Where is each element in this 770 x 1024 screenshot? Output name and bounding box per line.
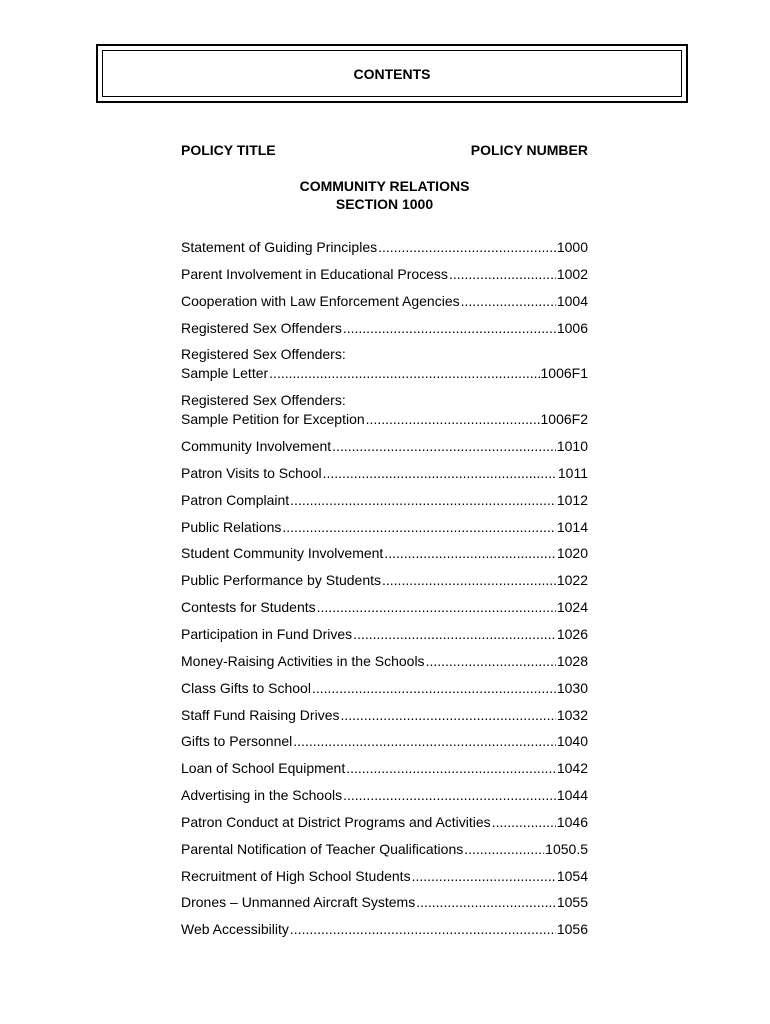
- toc-entry-title: Community Involvement: [181, 438, 332, 455]
- dot-leader: [317, 598, 556, 617]
- toc-entry-row: [181, 410, 588, 429]
- toc-entry-policy-number: 1050.5: [545, 840, 588, 857]
- toc-entry-policy-number: 1006F2: [540, 411, 588, 428]
- dot-leader: [290, 920, 556, 939]
- toc-entry-title: Contests for Students: [181, 599, 316, 616]
- toc-entry-policy-number: 1020: [556, 545, 588, 562]
- page-title: CONTENTS: [353, 65, 431, 82]
- toc-entry-title: Gifts to Personnel: [181, 733, 293, 750]
- toc-entry-row: [181, 679, 588, 698]
- toc-entry-policy-number: 1044: [556, 787, 588, 804]
- toc-entry-title: Statement of Guiding Principles: [181, 239, 378, 255]
- toc-entry-title: Student Community Involvement: [181, 545, 384, 562]
- toc-entry-row: [181, 292, 588, 311]
- toc-entry-policy-number: 1011: [557, 464, 588, 481]
- toc-entry: [181, 893, 588, 912]
- dot-leader: [461, 292, 556, 311]
- toc-entry: [181, 518, 588, 537]
- dot-leader: [312, 679, 556, 698]
- toc-entry: [181, 786, 588, 805]
- toc-entry: [181, 345, 588, 383]
- dot-leader: [353, 625, 556, 644]
- toc-entry: [181, 813, 588, 832]
- dot-leader: [290, 491, 556, 510]
- toc-entry-policy-number: 1014: [556, 518, 588, 535]
- toc-entry-policy-number: 1042: [556, 760, 588, 777]
- toc-entry-title: Patron Conduct at District Programs and Activities: [181, 813, 491, 830]
- toc-entry-row: [181, 265, 588, 284]
- toc-entry: [181, 759, 588, 778]
- dot-leader: [269, 364, 539, 383]
- toc-entry-row: [181, 893, 588, 912]
- toc-entry-title: Patron Complaint: [181, 491, 290, 508]
- toc-entry-title-line1: Registered Sex Offenders:: [181, 392, 346, 409]
- toc-entry-title: Participation in Fund Drives: [181, 625, 353, 642]
- dot-leader: [416, 893, 556, 912]
- policy-number-column-header: POLICY NUMBER: [470, 142, 588, 158]
- toc-entry: [181, 867, 588, 886]
- toc-entry-title: Loan of School Equipment: [181, 760, 346, 777]
- toc-entry-row: [181, 867, 588, 886]
- toc-entry-title: Patron Visits to School: [181, 464, 322, 481]
- toc-entry-policy-number: 1000: [556, 239, 588, 255]
- toc-entry: [181, 491, 588, 510]
- toc-entry-row: [181, 625, 588, 644]
- toc-entry-row: [181, 813, 588, 832]
- toc-entry-row: [181, 706, 588, 725]
- toc-entry-policy-number: 1022: [556, 572, 588, 589]
- toc-entry: [181, 571, 588, 590]
- toc-entry-row: [181, 238, 588, 257]
- toc-entry-row: [181, 491, 588, 510]
- toc-entry-row: [181, 840, 588, 859]
- toc-entry: [181, 706, 588, 725]
- toc-entry-policy-number: 1046: [556, 813, 588, 830]
- toc-entry: [181, 464, 588, 483]
- toc-entry: [181, 544, 588, 563]
- toc-entry-title: Parental Notification of Teacher Qualifications: [181, 840, 464, 857]
- toc-entry-policy-number: 1040: [556, 733, 588, 750]
- dot-leader: [426, 652, 556, 671]
- toc-entry-title: Class Gifts to School: [181, 679, 311, 696]
- toc-entry: [181, 319, 588, 338]
- toc-entry-row: [181, 571, 588, 590]
- toc-entry-title: Money-Raising Activities in the Schools: [181, 652, 425, 669]
- dot-leader: [366, 410, 540, 429]
- dot-leader: [464, 840, 544, 859]
- toc-entry-row: [181, 364, 588, 383]
- policy-title-column-header: POLICY TITLE: [181, 142, 276, 158]
- dot-leader: [323, 464, 557, 483]
- toc-entry-policy-number: 1024: [556, 599, 588, 616]
- dot-leader: [346, 759, 556, 778]
- toc-entry: [181, 265, 588, 284]
- toc-entry-row: [181, 544, 588, 563]
- dot-leader: [340, 706, 555, 725]
- toc-entry-row: [181, 652, 588, 671]
- toc-entry: [181, 920, 588, 939]
- toc-entry-row: [181, 437, 588, 456]
- toc-entry-policy-number: 1010: [556, 438, 588, 455]
- dot-leader: [332, 437, 556, 456]
- toc-entry-row: [181, 920, 588, 939]
- toc-entry: [181, 437, 588, 456]
- toc-entry-title: Sample Letter: [181, 365, 269, 382]
- contents-title-inner-frame: [102, 50, 682, 97]
- toc-entry-policy-number: 1030: [556, 679, 588, 696]
- toc-entry-title: Parent Involvement in Educational Process: [181, 265, 448, 282]
- toc-entry-policy-number: 1006F1: [540, 365, 588, 382]
- toc-entry-policy-number: 1026: [556, 625, 588, 642]
- dot-leader: [343, 319, 556, 338]
- table-of-contents: [181, 238, 588, 947]
- toc-entry-policy-number: 1056: [556, 921, 588, 938]
- section-heading-line2: SECTION 1000: [335, 196, 434, 212]
- toc-entry-row: [181, 759, 588, 778]
- toc-entry-title: Sample Petition for Exception: [181, 411, 365, 428]
- toc-entry-title: Public Relations: [181, 518, 282, 535]
- dot-leader: [384, 544, 556, 563]
- toc-entry-row: [181, 786, 588, 805]
- toc-entry: [181, 391, 588, 429]
- toc-entry: [181, 238, 588, 257]
- toc-entry: [181, 625, 588, 644]
- toc-entry: [181, 292, 588, 311]
- toc-entry: [181, 679, 588, 698]
- toc-entry-title: Registered Sex Offenders: [181, 319, 342, 336]
- toc-entry-row: [181, 598, 588, 617]
- toc-entry-policy-number: 1055: [556, 894, 588, 911]
- toc-entry-policy-number: 1004: [556, 292, 588, 309]
- dot-leader: [492, 813, 556, 832]
- dot-leader: [343, 786, 556, 805]
- toc-entry: [181, 840, 588, 859]
- dot-leader: [293, 732, 556, 751]
- section-heading-line1: COMMUNITY RELATIONS: [299, 178, 470, 194]
- toc-entry-policy-number: 1054: [556, 867, 588, 884]
- dot-leader: [382, 571, 556, 590]
- toc-entry-row: [181, 464, 588, 483]
- toc-entry-title: Public Performance by Students: [181, 572, 381, 589]
- toc-entry-title: Staff Fund Raising Drives: [181, 706, 340, 723]
- dot-leader: [378, 238, 556, 257]
- toc-entry: [181, 732, 588, 751]
- toc-entry-row: [181, 319, 588, 338]
- toc-entry-title: Cooperation with Law Enforcement Agencies: [181, 292, 460, 309]
- toc-entry: [181, 652, 588, 671]
- toc-entry-policy-number: 1012: [556, 491, 588, 508]
- toc-entry-title: Drones – Unmanned Aircraft Systems: [181, 894, 416, 911]
- toc-entry-policy-number: 1002: [556, 265, 588, 282]
- toc-entry-policy-number: 1006: [556, 319, 588, 336]
- dot-leader: [412, 867, 556, 886]
- toc-entry: [181, 598, 588, 617]
- contents-title-box: [96, 44, 688, 103]
- dot-leader: [449, 265, 556, 284]
- toc-entry-title: Advertising in the Schools: [181, 787, 343, 804]
- toc-entry-policy-number: 1028: [556, 652, 588, 669]
- toc-entry-row: [181, 732, 588, 751]
- toc-entry-title: Recruitment of High School Students: [181, 867, 411, 884]
- toc-entry-row: [181, 518, 588, 537]
- dot-leader: [282, 518, 555, 537]
- toc-entry-title: Web Accessibility: [181, 921, 289, 938]
- toc-entry-policy-number: 1032: [556, 706, 588, 723]
- toc-entry-title-line1: Registered Sex Offenders:: [181, 346, 346, 363]
